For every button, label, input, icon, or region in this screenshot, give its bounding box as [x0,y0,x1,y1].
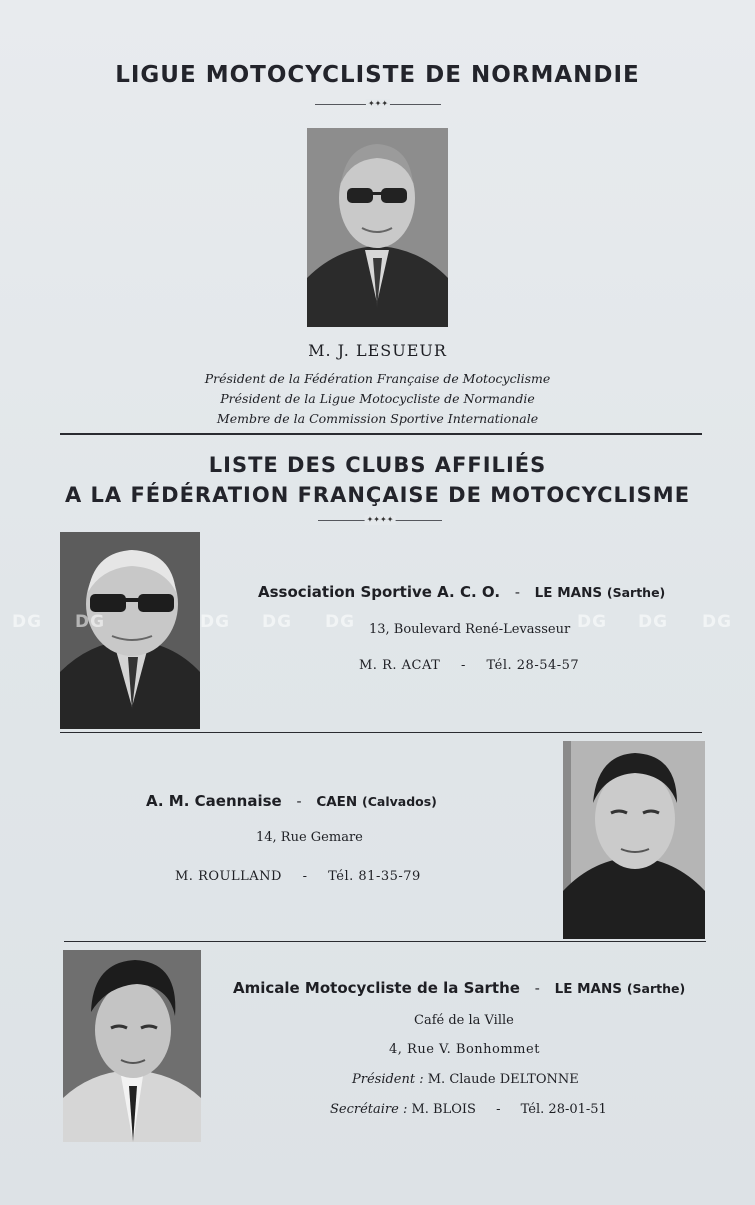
watermark-mark: DG [200,612,231,632]
portrait-figure-icon [63,950,201,1142]
club-2-name: A. M. Caennaise [146,792,282,810]
list-title-ornament [318,515,442,524]
club-2-contact-line [175,869,421,884]
club-2-contact: M. ROULLAND [175,869,282,884]
watermark-mark: DG [577,612,608,632]
club-1-city: LE MANS [534,585,603,601]
club-3-secretary-label: Secrétaire : [330,1102,408,1117]
president-role-1: Président de la Fédération Française de Motocyclisme [204,371,551,386]
club-2-dept: (Calvados) [362,794,437,809]
club-2-address: 14, Rue Gemare [256,830,363,845]
watermark-mark: DG [75,612,106,632]
club-2-heading [146,792,437,810]
club-1-phone: Tél. 28-54-57 [486,658,580,673]
president-role-3: Membre de la Commission Sportive Internationale [216,411,539,426]
club-3-contact-separator: - [496,1102,501,1117]
club-1-contact-line [359,658,579,673]
watermark-mark: DG [12,612,43,632]
ornament-glyph: ✦✦✦✦ [366,515,394,524]
portrait-figure-icon [563,741,705,939]
club-divider [64,941,706,942]
club-3-president-label: Président : [352,1072,424,1087]
club-1-dept: (Sarthe) [606,585,666,600]
club-1-address: 13, Boulevard René-Levasseur [369,622,571,637]
club-3-secretary-name: M. BLOIS [411,1102,476,1117]
list-title-line-1: LISTE DES CLUBS AFFILIÉS [208,453,547,477]
club-divider [60,732,702,733]
club-3-portrait [63,950,201,1142]
list-title-line-2: A LA FÉDÉRATION FRANÇAISE DE MOTOCYCLISME [64,483,691,507]
section-divider [60,433,702,435]
president-name: M. J. LESUEUR [308,341,447,360]
club-3-secretary-line [330,1102,607,1117]
club-3-president-line [352,1072,579,1087]
page-title: LIGUE MOTOCYCLISTE DE NORMANDIE [115,62,640,88]
club-3-city: LE MANS [554,981,623,997]
club-3-president-name: M. Claude DELTONNE [427,1072,579,1087]
club-3-separator: - [534,979,540,997]
president-portrait [307,128,448,327]
club-3-phone: Tél. 28-01-51 [520,1102,607,1117]
club-3-dept: (Sarthe) [626,981,686,996]
watermark-mark: DG [262,612,293,632]
club-3-address: 4, Rue V. Bonhommet [389,1042,540,1057]
club-1-name: Association Sportive A. C. O. [258,583,501,601]
club-1-contact-separator: - [460,658,466,673]
club-2-phone: Tél. 81-35-79 [328,869,421,884]
ornament-glyph: ✦✦✦ [367,99,389,108]
club-3-name: Amicale Motocycliste de la Sarthe [233,979,520,997]
club-2-separator: - [296,792,302,810]
president-role-2: Président de la Ligue Motocycliste de Normandie [220,391,535,406]
watermark-mark: DG [702,612,733,632]
club-2-contact-separator: - [302,869,308,884]
club-3-heading [233,979,685,997]
watermark-mark: DG [325,612,356,632]
club-2-city: CAEN [316,794,358,810]
club-1-heading [258,583,665,601]
watermark-mark: DG [638,612,669,632]
portrait-figure-icon [307,128,448,327]
club-3-place: Café de la Ville [414,1013,514,1028]
club-1-contact: M. R. ACAT [359,658,441,673]
title-ornament [315,99,441,108]
club-1-separator: - [514,583,520,601]
club-2-portrait [563,741,705,939]
